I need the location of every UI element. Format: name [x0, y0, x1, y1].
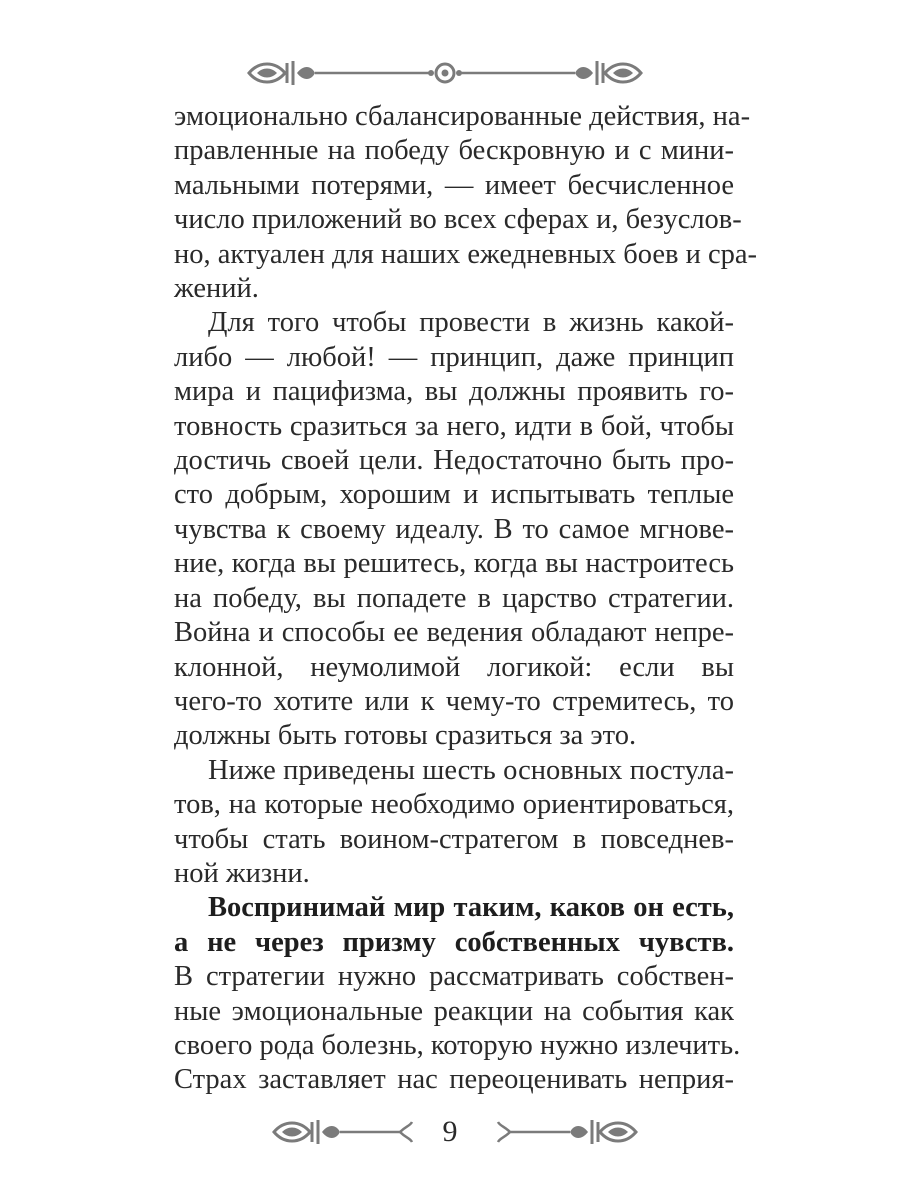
page-number: 9 [442, 1115, 458, 1148]
text-line: Война и способы ее ведения обладают непре- [174, 617, 734, 649]
text-line: правленные на победу бескровную и с мини- [174, 135, 734, 167]
text-line: число приложений во всех сферах и, безуслов- [174, 204, 742, 236]
ornament-flourish-left-icon [270, 1114, 420, 1150]
text-line: но, актуален для наших ежедневных боев и сра- [174, 238, 758, 270]
bold-heading-line: а не через призму собственных чувств. [174, 926, 734, 958]
page-footer [0, 1110, 900, 1154]
ornament-flourish-right-icon [490, 1114, 640, 1150]
text-line: либо — любой! — принцип, даже принцип [174, 341, 734, 373]
text-line: сто добрым, хорошим и испытывать теплые [174, 479, 734, 511]
text-line: клонной, неумолимой логикой: если вы [174, 651, 734, 683]
text-line: эмоционально сбалансированные действия, на- [174, 101, 751, 132]
text-line: ной жизни. [174, 857, 310, 889]
text-line: должны быть готовы сразиться за это. [174, 720, 637, 752]
text-line: ние, когда вы решитесь, когда вы настроитесь [174, 548, 734, 580]
bold-heading-line: Воспринимай мир таким, каков он есть, [208, 892, 734, 924]
text-line: чего-то хотите или к чему-то стремитесь, то [174, 685, 734, 717]
text-line: чувства к своему идеалу. В то самое мгнове- [174, 513, 734, 545]
text-line: достичь своей цели. Недостаточно быть про- [174, 445, 734, 477]
paragraph-4 [174, 891, 741, 1097]
text-line: тов, на которые необходимо ориентироваться, [174, 789, 734, 821]
text-line: Страх заставляет нас переоценивать неприя- [174, 1064, 734, 1096]
paragraph-2 [174, 306, 734, 753]
text-line: товность сразиться за него, идти в бой, чтобы [174, 410, 734, 442]
text-line: на победу, вы попадете в царство стратегии. [174, 582, 734, 614]
paragraph-3 [174, 754, 734, 892]
text-line: ные эмоциональные реакции на события как [174, 995, 734, 1027]
ornament-divider-top-icon [245, 55, 645, 91]
paragraph-1 [174, 100, 758, 306]
text-line: жений. [174, 273, 259, 305]
text-line: мира и пацифизма, вы должны проявить го- [174, 376, 734, 408]
text-line: чтобы стать воином-стратегом в повседнев- [174, 823, 734, 855]
text-line: Для того чтобы провести в жизнь какой- [208, 307, 734, 339]
text-line: В стратегии нужно рассматривать собствен- [174, 961, 734, 993]
page-text [174, 100, 758, 1098]
text-line: Ниже приведены шесть основных постула- [208, 754, 734, 786]
text-line: своего рода болезнь, которую нужно излечить. [174, 1029, 741, 1061]
text-line: мальными потерями, — имеет бесчисленное [174, 169, 734, 201]
